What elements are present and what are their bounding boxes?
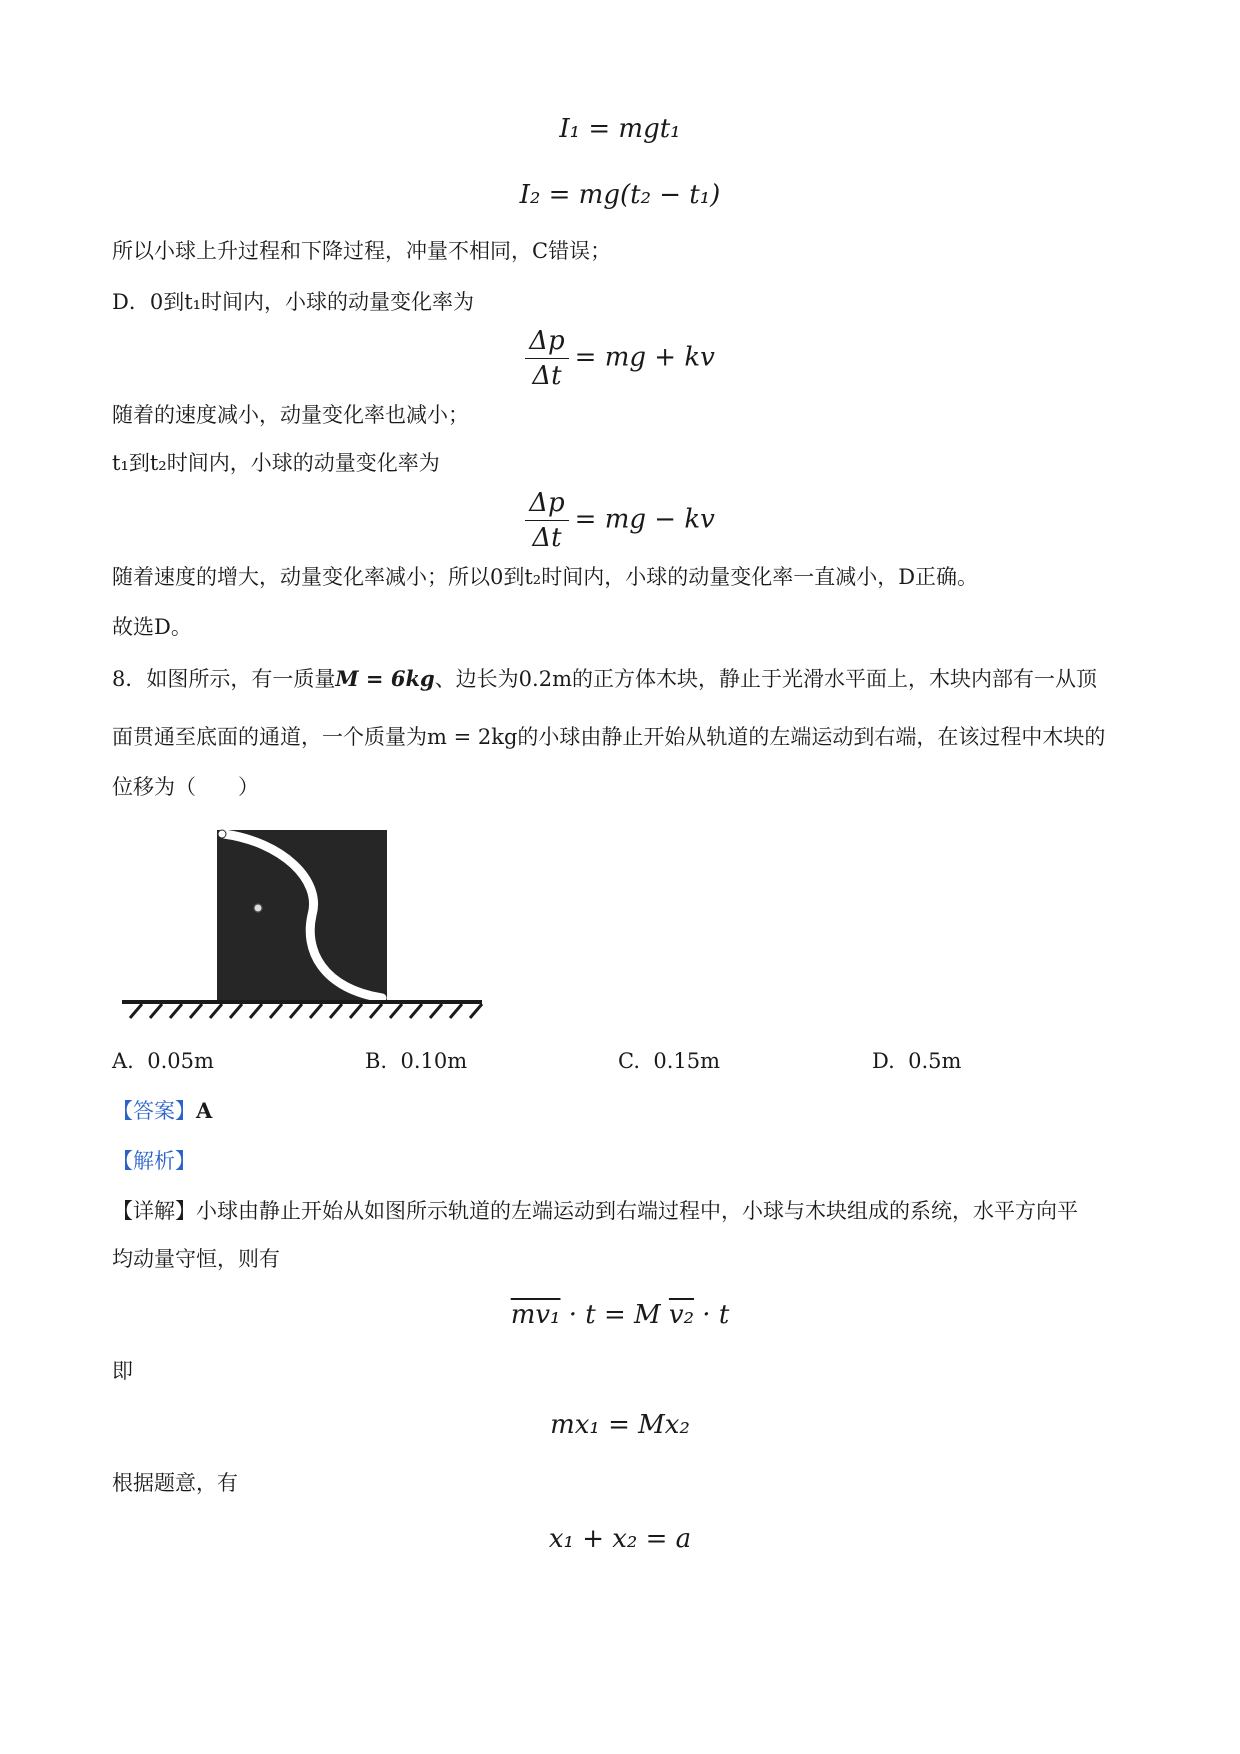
detail-label: 【详解】 bbox=[112, 1199, 196, 1223]
option-c[interactable] bbox=[618, 1046, 720, 1076]
text-decrease-1: 随着的速度减小，动量变化率也减小； bbox=[112, 403, 469, 427]
option-letter: D. bbox=[872, 1049, 895, 1073]
equation-rhs: = mg − kv bbox=[574, 504, 715, 535]
eq-term-end: · t bbox=[694, 1300, 730, 1330]
equation-average-momentum bbox=[0, 1298, 1240, 1332]
fraction-denominator: Δt bbox=[532, 523, 562, 553]
equation-displacement-ratio: mx₁ = Mx₂ bbox=[550, 1410, 690, 1440]
analysis-label: 【解析】 bbox=[112, 1149, 196, 1173]
answer-label: 【答案】 bbox=[112, 1099, 196, 1123]
fraction-numerator: Δp bbox=[525, 326, 568, 359]
eq-term-mv1: mv₁ bbox=[510, 1300, 561, 1330]
option-letter: B. bbox=[365, 1049, 388, 1073]
ball bbox=[254, 904, 262, 912]
question-8-text-a: 8．如图所示，有一质量 bbox=[112, 667, 336, 691]
detail-text: 小球由静止开始从如图所示轨道的左端运动到右端过程中，小球与木块组成的系统，水平方向平 bbox=[196, 1199, 1078, 1223]
text-choose-d: 故选D。 bbox=[112, 615, 192, 639]
eq-term-middle: · t = M bbox=[560, 1300, 669, 1330]
eq-term-v2: v₂ bbox=[668, 1300, 695, 1330]
ground-hatching bbox=[130, 1004, 482, 1018]
question-8-mass: M = 6kg bbox=[335, 666, 435, 691]
text-d-intro: D．0到t₁时间内，小球的动量变化率为 bbox=[112, 290, 475, 314]
option-value: 0.05m bbox=[147, 1049, 214, 1073]
text-c-wrong: 所以小球上升过程和下降过程，冲量不相同，C错误； bbox=[112, 239, 612, 263]
option-a[interactable] bbox=[112, 1046, 214, 1076]
fraction-dp-dt bbox=[525, 326, 568, 391]
equation-momentum-rate-2 bbox=[0, 488, 1240, 553]
track-start-point bbox=[218, 830, 226, 838]
detail-line-1 bbox=[112, 1196, 1078, 1226]
text-genju: 根据题意，有 bbox=[112, 1471, 238, 1495]
question-8-line-2: 面贯通至底面的通道，一个质量为m = 2kg的小球由静止开始从轨道的左端运动到右端，在该过程中木块的 bbox=[112, 725, 1106, 749]
question-8-line-3: 位移为（ ） bbox=[112, 775, 259, 799]
option-value: 0.15m bbox=[653, 1049, 721, 1073]
equation-impulse-2: I₂ = mg(t₂ − t₁) bbox=[519, 180, 721, 210]
wooden-block bbox=[217, 830, 387, 1002]
text-ji: 即 bbox=[112, 1359, 133, 1383]
question-8-line-1 bbox=[112, 664, 1097, 694]
equation-impulse-1: I₁ = mgt₁ bbox=[559, 114, 681, 144]
equation-rhs: = mg + kv bbox=[574, 342, 715, 373]
fraction-denominator: Δt bbox=[532, 361, 562, 391]
option-value: 0.10m bbox=[400, 1049, 468, 1073]
option-b[interactable] bbox=[365, 1046, 467, 1076]
answer-value: A bbox=[196, 1098, 213, 1123]
equation-displacement-sum: x₁ + x₂ = a bbox=[548, 1524, 692, 1554]
block-channel-figure bbox=[112, 820, 492, 1020]
question-8-text-b: 、边长为0.2m的正方体木块，静止于光滑水平面上，木块内部有一从顶 bbox=[434, 667, 1097, 691]
text-t1-t2: t₁到t₂时间内，小球的动量变化率为 bbox=[112, 451, 440, 475]
option-letter: A. bbox=[112, 1049, 134, 1073]
text-decrease-2: 随着速度的增大，动量变化率减小；所以0到t₂时间内，小球的动量变化率一直减小，D正确。 bbox=[112, 565, 979, 589]
answer-line bbox=[112, 1096, 212, 1126]
fraction-numerator: Δp bbox=[525, 488, 568, 521]
option-letter: C. bbox=[618, 1049, 640, 1073]
option-value: 0.5m bbox=[908, 1049, 962, 1073]
fraction-dp-dt bbox=[525, 488, 568, 553]
option-d[interactable] bbox=[872, 1046, 961, 1076]
equation-momentum-rate-1 bbox=[0, 326, 1240, 391]
detail-line-2: 均动量守恒，则有 bbox=[112, 1247, 280, 1271]
